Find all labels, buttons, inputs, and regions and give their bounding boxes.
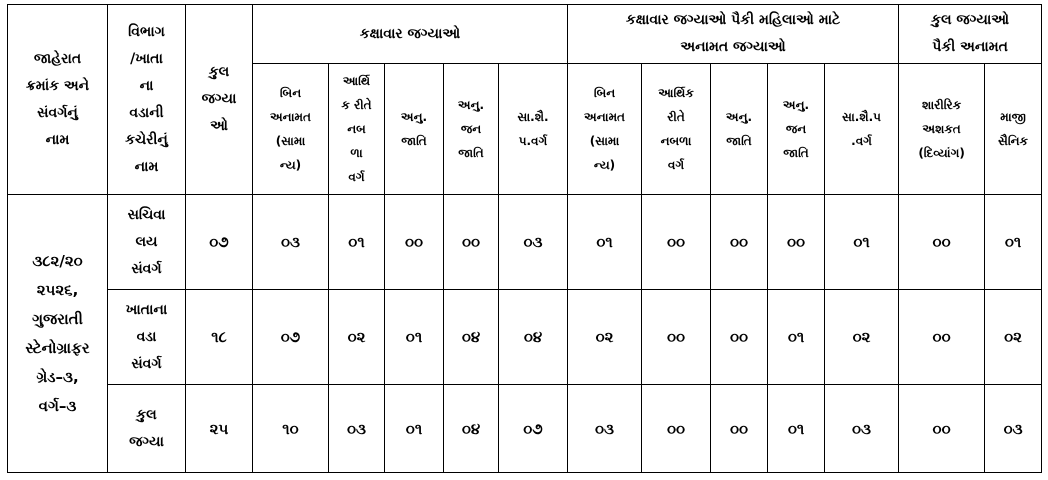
value-cell: ૦૨ [568,290,642,385]
value-cell: ૦૩ [329,385,385,473]
post-name-cell: ૩૮૨/૨૦ ૨૫૨૬, ગુજરાતી સ્ટેનોગ્રાફર ગ્રેડ–૩, વર્ગ–૩ [8,195,108,473]
value-cell: ૦૨ [825,290,899,385]
value-cell: ૦૦ [642,290,711,385]
value-cell: ૦૧ [768,385,825,473]
header-category-ews: આર્થિ ક રીતે નબ ળા વર્ગ [329,64,385,195]
value-cell: ૦૦ [899,195,985,290]
value-cell: ૦૩ [568,385,642,473]
header-category-sebc: સા.શૈ. પ.વર્ગ [499,64,568,195]
header-total-reserved-group: કુલ જગ્યાઓ પૈકી અનામત [899,5,1042,64]
value-cell: ૦૦ [385,195,444,290]
value-cell: ૦૩ [253,195,329,290]
value-cell: ૦૧ [385,385,444,473]
value-cell: ૦૦ [642,195,711,290]
value-cell: ૦૩ [825,385,899,473]
value-cell: ૦૧ [825,195,899,290]
value-cell: ૦૦ [444,195,499,290]
value-cell: ૦૧ [985,195,1042,290]
value-cell: ૦૧ [568,195,642,290]
total-posts-cell: ૦૭ [186,195,253,290]
header-women-ews: આર્થિક રીતે નબળા વર્ગ [642,64,711,195]
value-cell: ૦૧ [329,195,385,290]
value-cell: ૦૦ [899,290,985,385]
header-post-name: જાહેરાત ક્રમાંક અને સંવર્ગનું નામ [8,5,108,195]
value-cell: ૦૭ [253,290,329,385]
value-cell: ૦૪ [444,290,499,385]
value-cell: ૦૨ [329,290,385,385]
value-cell: ૦૦ [711,385,768,473]
header-women-sebc: સા.શૈ.પ .વર્ગ [825,64,899,195]
value-cell: ૧૦ [253,385,329,473]
header-reserved-disabled: શારીરિક અશકત (દિવ્યાંગ) [899,64,985,195]
header-category-sc: અનુ. જાતિ [385,64,444,195]
department-cell: કુલ જગ્યા [108,385,186,473]
value-cell: ૦૧ [385,290,444,385]
header-department: વિભાગ /ખાતા ના વડાની કચેરીનું નામ [108,5,186,195]
value-cell: ૦૩ [985,385,1042,473]
header-women-sc: અનુ. જાતિ [711,64,768,195]
header-women-st: અનુ. જન જાતિ [768,64,825,195]
department-cell: ખાતાના વડા સંવર્ગ [108,290,186,385]
value-cell: ૦૦ [711,290,768,385]
value-cell: ૦૦ [642,385,711,473]
header-category-group: કક્ષાવાર જગ્યાઓ [253,5,568,64]
value-cell: ૦૩ [499,195,568,290]
header-total-posts: કુલ જગ્યા ઓ [186,5,253,195]
header-category-st: અનુ. જન જાતિ [444,64,499,195]
value-cell: ૦૨ [985,290,1042,385]
header-category-general: બિન અનામત (સામા ન્ય) [253,64,329,195]
value-cell: ૦૭ [499,385,568,473]
value-cell: ૦૦ [768,195,825,290]
recruitment-vacancy-table [7,4,1042,473]
table-row-total [8,385,1042,473]
total-posts-cell: ૧૮ [186,290,253,385]
value-cell: ૦૦ [899,385,985,473]
table-row [8,290,1042,385]
header-reserved-ex-servicemen: માજી સૈનિક [985,64,1042,195]
department-cell: સચિવા લય સંવર્ગ [108,195,186,290]
value-cell: ૦૪ [444,385,499,473]
table-row [8,195,1042,290]
header-women-group: કક્ષાવાર જગ્યાઓ પૈકી મહિલાઓ માટે અનામત જગ્યાઓ [568,5,899,64]
value-cell: ૦૦ [711,195,768,290]
total-posts-cell: ૨૫ [186,385,253,473]
header-women-general: બિન અનામત (સામા ન્ય) [568,64,642,195]
value-cell: ૦૧ [768,290,825,385]
value-cell: ૦૪ [499,290,568,385]
